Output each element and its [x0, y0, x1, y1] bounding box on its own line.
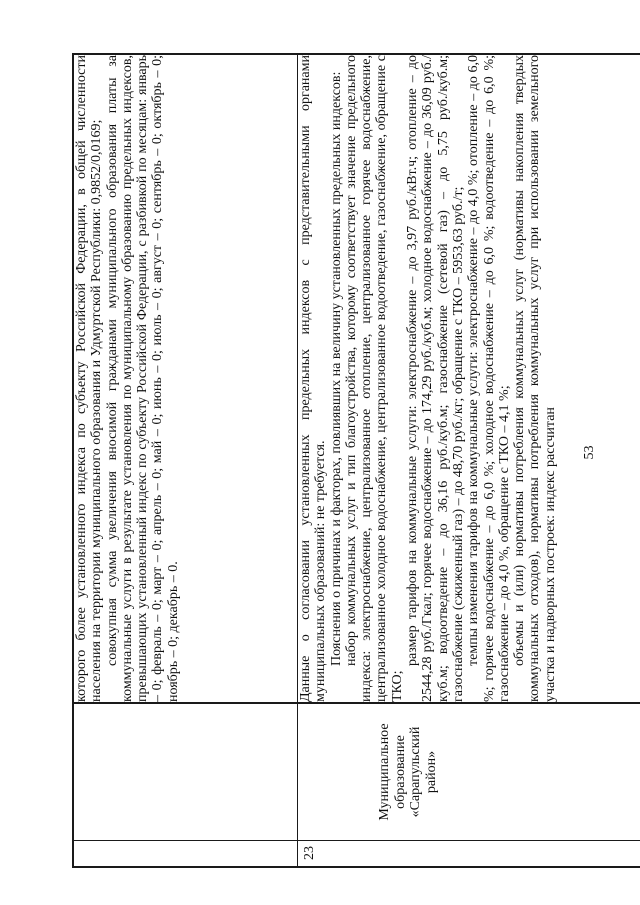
row-number-cell — [298, 841, 640, 868]
paragraph: темпы изменения тарифов на коммунальные услуги: электроснабжение – до 4,0 %; отопление – до 6,0 %; горячее водоснабжение – до 6,0 %; холодное водоснабжение – до 6,0 %; водоотведение – до 6,0 %; газоснабжение – до 4,0 %, обращение с ТКО – 4,1 %; — [466, 55, 512, 702]
row-number — [74, 841, 78, 866]
paragraph: совокупная сумма увеличения вносимой гражданами муниципального образования платы за коммунальные услуги в результате установления по муниципальному образованию предельных индексов, превышающих установленный индекс по субъекту Российской Федерации, с разбивкой по месяцам: январь – 0; февраль – 0; март – 0; апрель – 0; май – 0; июнь – 0; июль – 0; август – 0; сентябрь – 0; октябрь – 0; ноябрь – 0; декабрь – 0. — [104, 55, 181, 702]
paragraph: размер тарифов на коммунальные услуги: электроснабжение – до 3,97 руб./кВт.ч; отопление – до 2544,28 руб./Гкал; горячее водоснабжение – до 174,29 руб./куб.м; холодное водоснабжение – до 36,09 руб./куб.м; водоотведение – до 36,16 руб./куб.м; газоснабжение (сетевой газ) – до 5,75 руб./куб.м; газоснабжение (сжиженный газ) – до 48,70 руб./кг; обращение с ТКО – 5953,63 руб./т; — [405, 55, 466, 702]
municipality-line: «Сарапульский район» — [408, 726, 439, 818]
municipality-cell — [298, 703, 640, 841]
paragraph: набор коммунальных услуг и тип благоустройства, которому соответствует значение предельного индекса: электроснабжение, централизованное отопление, централизованное горячее водоснабжение, централизованное холодное водоснабжение, централизованное водоотведение, газоснабжение, обращение с ТКО; — [343, 55, 405, 702]
row-number-cell — [73, 841, 298, 868]
description-cell — [73, 54, 298, 703]
municipality-name — [74, 704, 153, 840]
paragraph: которого более установленного индекса по субъекту Российской Федерации, в общей численности населения на территории муниципального образования и Удмуртской Республики: 0,9852/0,0169; — [74, 55, 105, 702]
municipality-cell — [73, 703, 298, 841]
description-cell — [298, 54, 640, 703]
municipality-name — [298, 704, 439, 840]
data-table — [72, 53, 640, 868]
municipality-line: Муниципальное — [377, 723, 392, 821]
municipality-line: образование — [392, 735, 408, 809]
paragraph: Пояснения о причинах и факторах, повлиявших на величину установленных предельных индексов: — [328, 71, 344, 666]
table-row — [73, 54, 298, 867]
row-number: 23 — [302, 846, 317, 860]
paragraph: Данные о согласовании установленных предельных индексов с представительными органами муниципальных образований: не требуется. — [298, 55, 329, 702]
paragraph: объемы и (или) нормативы потребления коммунальных услуг (нормативы накопления твердых коммунальных отходов), нормативы потребления коммунальных услуг при использовании земельного участка и надворных построек: индекс рассчитан — [512, 55, 558, 702]
page-number: 53 — [582, 445, 597, 460]
table-row — [298, 54, 640, 867]
